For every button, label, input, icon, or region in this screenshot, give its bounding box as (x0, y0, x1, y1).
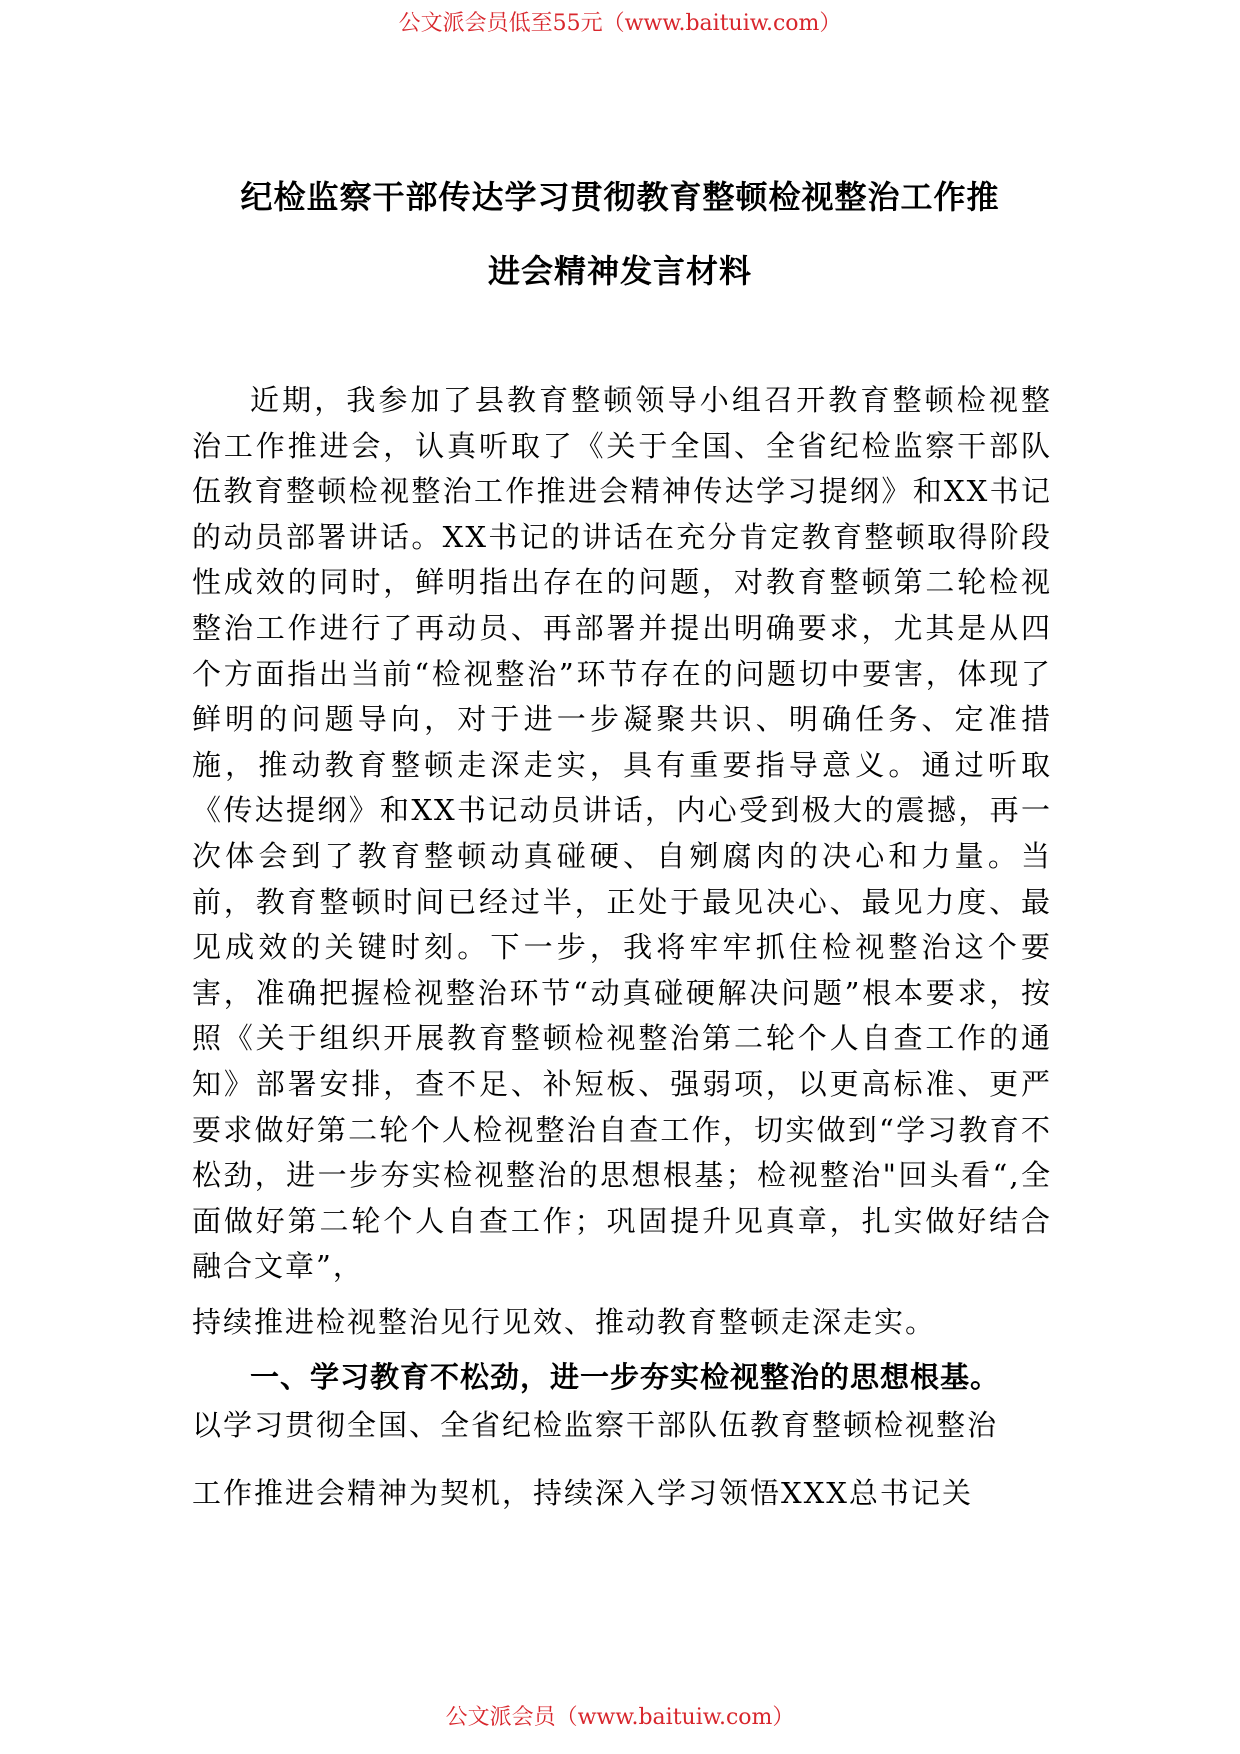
paragraph-intro: 近期，我参加了县教育整顿领导小组召开教育整顿检视整治工作推进会，认真听取了《关于全国、全省纪检监察干部队伍教育整顿检视整治工作推进会精神传达学习提纲》和XX书记的动员部署讲话。XX书记的讲话在充分肯定教育整顿取得阶段性成效的同时，鲜明指出存在的问题，对教育整顿第二轮检视整治工作进行了再动员、再部署并提出明确要求，尤其是从四个方面指出当前“检视整治”环节存在的问题切中要害，体现了鲜明的问题导向，对于进一步凝聚共识、明确任务、定准措施，推动教育整顿走深走实，具有重要指导意义。通过听取《传达提纲》和XX书记动员讲话，内心受到极大的震撼，再一次体会到了教育整顿动真碰硬、自剜腐肉的决心和力量。当前，教育整顿时间已经过半，正处于最见决心、最见力度、最见成效的关键时刻。下一步，我将牢牢抓住检视整治这个要害，准确把握检视整治环节“动真碰硬解决问题”根本要求，按照《关于组织开展教育整顿检视整治第二轮个人自查工作的通知》部署安排，查不足、补短板、强弱项，以更高标准、更严要求做好第二轮个人检视整治自查工作，切实做到“学习教育不松劲，进一步夯实检视整治的思想根基；检视整治"回头看“,全面做好第二轮个人自查工作；巩固提升见真章，扎实做好结合融合文章”， (192, 383, 1052, 1284)
title-line-1: 纪检监察干部传达学习贯彻教育整顿检视整治工作推 (240, 178, 1000, 216)
document-title (190, 160, 1050, 308)
paragraph-intro-tail: 持续推进检视整治见行见效、推动教育整顿走深走实。 (192, 1304, 937, 1339)
section-heading-1: 一、学习教育不松劲，进一步夯实检视整治的思想根基。 (250, 1360, 1001, 1395)
watermark-top: 公文派会员低至55元（www.baituiw.com） (398, 11, 842, 36)
section-1-line-2: 工作推进会精神为契机，持续深入学习领悟XXX总书记关 (192, 1476, 973, 1511)
title-line-2: 进会精神发言材料 (487, 252, 752, 290)
watermark-bottom: 公文派会员（www.baituiw.com） (445, 1705, 795, 1730)
section-1-line-1: 以学习贯彻全国、全省纪检监察干部队伍教育整顿检视整治 (192, 1408, 999, 1443)
document-body (192, 378, 1052, 1517)
